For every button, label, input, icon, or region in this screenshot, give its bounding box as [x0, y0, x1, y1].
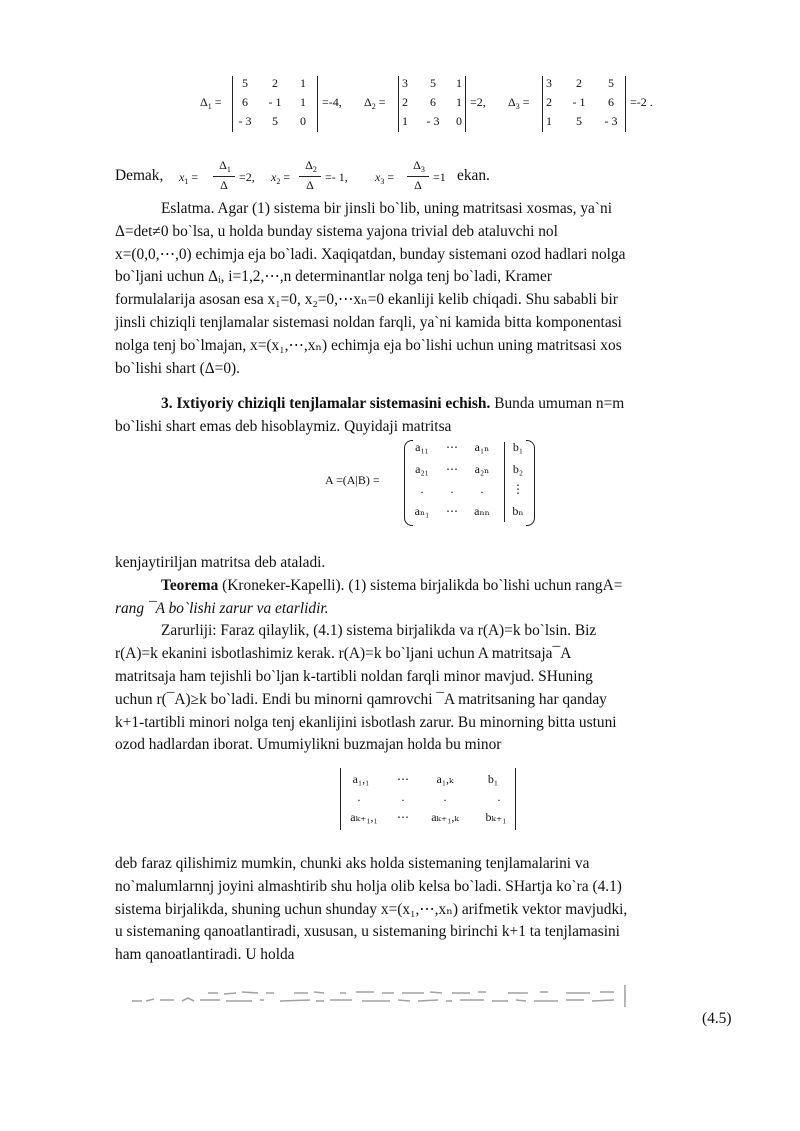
determinant-delta1-result: =-4,	[322, 95, 342, 109]
det2-cell: 2	[402, 95, 408, 109]
matrix-cell: .	[480, 482, 484, 496]
matrix-cell: a₁₁	[415, 440, 429, 454]
minor-cell: .	[443, 790, 447, 804]
final-line: u sistemaning qanoatlantiradi, xususan, u sistemaning birinchi k+1 ta tenjlamasini	[115, 923, 620, 941]
det1-cell: 2	[272, 76, 278, 90]
x1-fraction-num: $\Delta_1$	[219, 158, 231, 174]
det1-cell: - 3	[238, 114, 252, 128]
det1-cell: 1	[300, 95, 306, 109]
matrix-cell: aₙ₁	[414, 504, 430, 518]
x3-value: =1	[433, 170, 446, 184]
det3-cell: 3	[546, 76, 552, 90]
det3-cell: 6	[608, 95, 614, 109]
teorema-title: Teorema	[161, 576, 219, 594]
det3-cell: - 1	[572, 95, 586, 109]
det3-cell: 5	[576, 114, 582, 128]
demak-tail: ekan.	[457, 167, 490, 184]
eslatma-line: formulalarija asosan esa x₁=0, x₂=0,⋯xₙ=0 ekanliji kelib chiqadi. Shu sababli bir	[115, 291, 618, 309]
final-line: sistema birjalikda, shuning uchun shunday x=(x₁,⋯,xₙ) arifmetik vektor mavjudki,	[115, 900, 628, 918]
section3-heading: 3. Ixtiyoriy chiziqli tenjlamalar sistemasini echish.	[161, 395, 491, 412]
det2-cell: 0	[456, 114, 462, 128]
eslatma-line: bo`ljani uchun Δᵢ, i=1,2,⋯,n determinantlar nolga tenj bo`ladi, Kramer	[115, 268, 552, 286]
det1-cell: - 1	[268, 95, 282, 109]
section3-paragraph	[115, 393, 742, 439]
eslatma-line: nolga tenj bo`lmajan, x=(x₁,⋯,xₙ) echimja eja bo`lishi uchun uning matritsasi xos	[115, 336, 622, 354]
matrix-cell: bₙ	[512, 504, 524, 518]
det1-cell: 0	[300, 114, 306, 128]
final-line: no`malumlarnnj joyini almashtirib shu holja olib kelsa bo`ladi. SHartja ko`ra (4.1)	[115, 877, 622, 895]
matrix-cell: a₁ₙ	[474, 440, 490, 454]
x2-fraction-den: Δ	[306, 178, 314, 192]
det2-cell: 1	[456, 95, 462, 109]
augmented-matrix-body	[410, 438, 528, 526]
matrix-cell: b₁	[512, 440, 524, 454]
teorema-line1: Teorema (Kroneker-Kapelli). (1) sistema birjalikda bo`lishi uchun rangA=	[161, 576, 623, 594]
det1-cell: 1	[300, 76, 306, 90]
minor-cell: ⋯	[397, 772, 409, 786]
eslatma-line: jinsli chiziqli tenjlamalar sistemasi noldan farqli, ya`ni kamida bitta komponentasi	[115, 313, 622, 331]
x3-fraction-num: $\Delta_3$	[413, 158, 425, 174]
x3-fraction-den: Δ	[414, 178, 422, 192]
section3-line1: 3. Ixtiyoriy chiziqli tenjlamalar sistemasini echish. Bunda umuman n=m	[161, 395, 625, 412]
x1-value: =2,	[239, 170, 255, 184]
eslatma-line: x=(0,0,⋯,0) echimja eja bo`ladi. Xaqiqatdan, bunday sistemani ozod hadlari nolga	[115, 245, 626, 263]
x2-fraction-num: $\Delta_2$	[305, 158, 317, 174]
det3-cell: 1	[546, 114, 552, 128]
zarurliji-line: uchun r(¯A)≥k bo`ladi. Endi bu minorni qamrovchi ¯A matritsaning har qanday	[115, 690, 607, 708]
minor-cell: .	[401, 790, 405, 804]
x1-fraction-bar	[213, 176, 235, 177]
determinant-delta2	[398, 76, 466, 132]
minor-cell: aₖ₊₁,₁	[350, 810, 378, 824]
matrix-cell: b₂	[512, 462, 524, 476]
zarurliji-line: ozod hadlardan iborat. Umumiylikni buzmajan holda bu minor	[115, 736, 502, 754]
det2-cell: 6	[430, 95, 436, 109]
matrix-cell: .	[420, 482, 424, 496]
x3-fraction-bar	[407, 176, 429, 177]
det2-cell: 3	[402, 76, 408, 90]
minor-cell: b₁	[487, 772, 499, 786]
matrix-cell: ⋯	[446, 504, 458, 518]
determinant-delta1-label: $\Delta_1$ =	[200, 95, 222, 111]
matrix-cell: a₂ₙ	[474, 462, 490, 476]
determinant-delta3-result: =-2 .	[630, 95, 653, 109]
final-line: deb faraz qilishimiz mumkin, chunki aks holda sistemaning tenjlamalarini va	[115, 855, 590, 872]
zarurliji-line: r(A)=k ekanini isbotlashimiz kerak. r(A)=k bo`ljani uchun A matritsaja¯A	[115, 645, 572, 663]
minor-cell: ⋯	[397, 810, 409, 824]
x2-variable: $x_2$ =	[271, 170, 291, 186]
det2-cell: 1	[402, 114, 408, 128]
det2-cell: 1	[456, 76, 462, 90]
zarurliji-line: Zarurliji: Faraz qilaylik, (4.1) sistema birjalikda va r(A)=k bo`lsin. Biz	[161, 622, 597, 640]
determinant-delta2-result: =2,	[470, 95, 486, 109]
det3-cell: 2	[576, 76, 582, 90]
matrix-cell: ⋮	[512, 482, 524, 496]
x3-variable: $x_3$ =	[375, 170, 395, 186]
det2-cell: - 3	[426, 114, 440, 128]
minor-cell: .	[357, 790, 361, 804]
matrix-cell: a₂₁	[415, 462, 429, 476]
minor-determinant	[340, 768, 516, 830]
minor-cell: a₁,₁	[352, 772, 370, 786]
theorem-paragraph	[115, 552, 742, 757]
eslatma-paragraph	[115, 198, 742, 380]
minor-cell: .	[497, 790, 501, 804]
zarurliji-line: k+1-tartibli minori nolga tenj ekanlijini isbotlash zarur. Bu minorning bitta ustuni	[115, 713, 617, 731]
det3-cell: 2	[546, 95, 552, 109]
det1-cell: 6	[242, 95, 248, 109]
demak-line	[115, 160, 755, 196]
det1-cell: 5	[272, 114, 278, 128]
minor-cell: a₁,ₖ	[436, 772, 454, 786]
x2-value: =- 1,	[325, 170, 348, 184]
zarurliji-line: matritsaja ham tejishli bo`ljan k-tartibli noldan farqli minor mavjud. SHuning	[115, 667, 593, 685]
determinant-delta1	[232, 76, 318, 132]
determinant-delta3	[542, 76, 626, 132]
final-paragraph	[115, 853, 742, 967]
matrix-cell: ⋯	[446, 462, 458, 476]
augmented-matrix-lhs: A =(A|B) =	[325, 473, 380, 487]
det3-cell: - 3	[604, 114, 618, 128]
det1-cell: 5	[242, 76, 248, 90]
determinant-delta3-label: $\Delta_3$ =	[508, 95, 530, 111]
eslatma-line: Δ=det≠0 bo`lsa, u holda bunday sistema yajona trivial deb ataluvchi nol	[115, 222, 558, 240]
equation-number: (4.5)	[702, 1010, 732, 1027]
det3-cell: 5	[608, 76, 614, 90]
minor-cell: bₖ₊₁	[485, 810, 507, 824]
section3-line2: bo`lishi shart emas deb hisoblaymiz. Quyidaji matritsa	[115, 417, 452, 435]
x1-variable: $x_1$ =	[179, 170, 199, 186]
eslatma-line: Eslatma. Agar (1) sistema bir jinsli bo`lib, uning matritsasi xosmas, ya`ni	[161, 200, 612, 217]
demak-word: Demak,	[115, 167, 164, 184]
matrix-cell: ⋯	[446, 440, 458, 454]
eslatma-line: bo`lishi shart (Δ=0).	[115, 359, 241, 377]
illegible-equation-image	[130, 983, 635, 1009]
determinant-delta2-label: $\Delta_2$ =	[364, 95, 386, 111]
final-line: ham qanoatlantiradi. U holda	[115, 946, 295, 964]
x2-fraction-bar	[299, 176, 321, 177]
matrix-cell: .	[450, 482, 454, 496]
teorema-line2: rang ¯A bo`lishi zarur va etarlidir.	[115, 599, 329, 617]
det2-cell: 5	[430, 76, 436, 90]
x1-fraction-den: Δ	[220, 178, 228, 192]
after-matrix-line: kenjaytiriljan matritsa deb ataladi.	[115, 554, 326, 571]
matrix-cell: aₙₙ	[474, 504, 490, 518]
minor-cell: aₖ₊₁,ₖ	[431, 810, 459, 824]
